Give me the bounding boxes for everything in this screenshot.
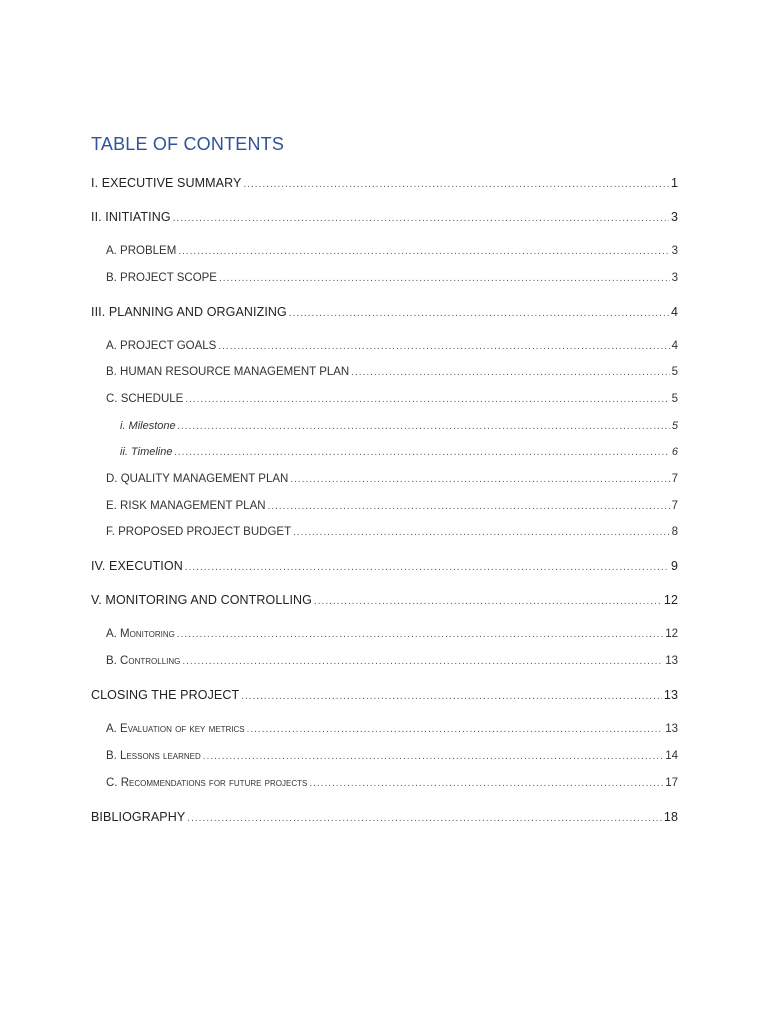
toc-page-number: 18 bbox=[663, 810, 678, 824]
toc-leader-dots bbox=[185, 390, 669, 410]
toc-page-number: 8 bbox=[671, 526, 678, 538]
toc-page-number: 3 bbox=[670, 210, 678, 224]
toc-entry-monitoring-and-controlling[interactable] bbox=[91, 590, 678, 610]
toc-leader-dots bbox=[243, 175, 669, 195]
toc-page-number: 5 bbox=[671, 420, 678, 432]
toc-entry-label: A. Evaluation of key metrics bbox=[106, 723, 245, 735]
toc-leader-dots bbox=[247, 720, 664, 740]
toc-entry-human-resource-plan[interactable] bbox=[91, 362, 678, 382]
toc-leader-dots bbox=[187, 809, 662, 829]
toc-entry-controlling[interactable] bbox=[91, 651, 678, 671]
toc-page-number: 5 bbox=[671, 366, 678, 378]
toc-leader-dots bbox=[290, 470, 669, 490]
toc-entry-quality-plan[interactable] bbox=[91, 469, 678, 489]
toc-page-number: 12 bbox=[663, 593, 678, 607]
toc-page-number: 13 bbox=[665, 655, 678, 667]
toc-leader-dots bbox=[351, 363, 669, 383]
toc-entry-label: CLOSING THE PROJECT bbox=[91, 688, 240, 702]
toc-page-number: 7 bbox=[671, 473, 678, 485]
toc-leader-dots bbox=[185, 558, 669, 578]
toc-entry-schedule[interactable] bbox=[91, 389, 678, 409]
toc-leader-dots bbox=[178, 417, 670, 437]
toc-entry-project-goals[interactable] bbox=[91, 336, 678, 356]
toc-entry-label: III. PLANNING AND ORGANIZING bbox=[91, 305, 287, 319]
toc-entry-lessons-learned[interactable] bbox=[91, 746, 678, 766]
toc-page-number: 7 bbox=[671, 500, 678, 512]
toc-entry-execution[interactable] bbox=[91, 556, 678, 576]
toc-entry-label: I. EXECUTIVE SUMMARY bbox=[91, 176, 242, 190]
toc-leader-dots bbox=[177, 625, 663, 645]
toc-page-number: 12 bbox=[665, 628, 678, 640]
toc-entry-label: C. SCHEDULE bbox=[106, 393, 184, 405]
toc-entry-label: V. MONITORING AND CONTROLLING bbox=[91, 593, 312, 607]
toc-leader-dots bbox=[218, 337, 669, 357]
toc-entry-problem[interactable] bbox=[91, 241, 678, 261]
toc-entry-evaluation[interactable] bbox=[91, 719, 678, 739]
page-title: TABLE OF CONTENTS bbox=[91, 134, 285, 154]
toc-entry-timeline[interactable] bbox=[91, 442, 678, 462]
toc-page-number: 4 bbox=[670, 305, 678, 319]
toc-leader-dots bbox=[203, 747, 663, 767]
toc-page-number: 13 bbox=[663, 688, 678, 702]
toc-leader-dots bbox=[289, 304, 669, 324]
toc-leader-dots bbox=[268, 497, 670, 517]
toc-entry-label: C. Recommendations for future projects bbox=[106, 777, 308, 789]
toc-entry-label: II. INITIATING bbox=[91, 210, 171, 224]
toc-entry-milestone[interactable] bbox=[91, 416, 678, 436]
document-page bbox=[91, 130, 678, 824]
toc-entry-label: B. Lessons learned bbox=[106, 750, 201, 762]
toc-page-number: 3 bbox=[671, 272, 678, 284]
toc-page-number: 3 bbox=[671, 245, 678, 257]
toc-leader-dots bbox=[174, 443, 669, 463]
toc-entry-label: B. Controlling bbox=[106, 655, 181, 667]
toc-entry-label: E. RISK MANAGEMENT PLAN bbox=[106, 500, 266, 512]
toc-page-number: 14 bbox=[665, 750, 678, 762]
toc-leader-dots bbox=[182, 652, 663, 672]
toc-page-number: 9 bbox=[670, 559, 678, 573]
toc-page-number: 17 bbox=[665, 777, 678, 789]
toc-entry-label: A. PROJECT GOALS bbox=[106, 340, 217, 352]
toc-page-number: 1 bbox=[670, 176, 678, 190]
toc-entry-risk-plan[interactable] bbox=[91, 496, 678, 516]
toc-entry-label: IV. EXECUTION bbox=[91, 559, 183, 573]
toc-entry-label: A. PROBLEM bbox=[106, 245, 177, 257]
toc-entry-label: B. PROJECT SCOPE bbox=[106, 272, 217, 284]
toc-page-number: 5 bbox=[671, 393, 678, 405]
toc-entry-label: i. Milestone bbox=[120, 420, 176, 432]
toc-entry-executive-summary[interactable] bbox=[91, 173, 678, 193]
toc-page-number: 4 bbox=[671, 340, 678, 352]
toc-leader-dots bbox=[309, 774, 663, 794]
toc-entry-recommendations[interactable] bbox=[91, 773, 678, 793]
toc-entry-budget[interactable] bbox=[91, 522, 678, 542]
toc-entry-monitoring[interactable] bbox=[91, 624, 678, 644]
toc-entry-initiating[interactable] bbox=[91, 207, 678, 227]
toc-leader-dots bbox=[293, 523, 669, 543]
toc-entry-label: B. HUMAN RESOURCE MANAGEMENT PLAN bbox=[106, 366, 350, 378]
toc-entry-bibliography[interactable] bbox=[91, 807, 678, 827]
toc-entry-label: BIBLIOGRAPHY bbox=[91, 810, 186, 824]
toc-leader-dots bbox=[241, 687, 662, 707]
toc-leader-dots bbox=[219, 269, 670, 289]
toc-entry-label: F. PROPOSED PROJECT BUDGET bbox=[106, 526, 292, 538]
toc-entry-project-scope[interactable] bbox=[91, 268, 678, 288]
toc-leader-dots bbox=[314, 592, 662, 612]
toc-page-number: 6 bbox=[671, 446, 678, 458]
toc-entry-label: A. Monitoring bbox=[106, 628, 175, 640]
toc-entry-planning-and-organizing[interactable] bbox=[91, 302, 678, 322]
toc-entry-label: D. QUALITY MANAGEMENT PLAN bbox=[106, 473, 289, 485]
toc-page-number: 13 bbox=[665, 723, 678, 735]
toc-leader-dots bbox=[173, 209, 669, 229]
toc-leader-dots bbox=[178, 242, 669, 262]
toc-entry-label: ii. Timeline bbox=[120, 446, 173, 458]
toc-entry-closing-the-project[interactable] bbox=[91, 685, 678, 705]
